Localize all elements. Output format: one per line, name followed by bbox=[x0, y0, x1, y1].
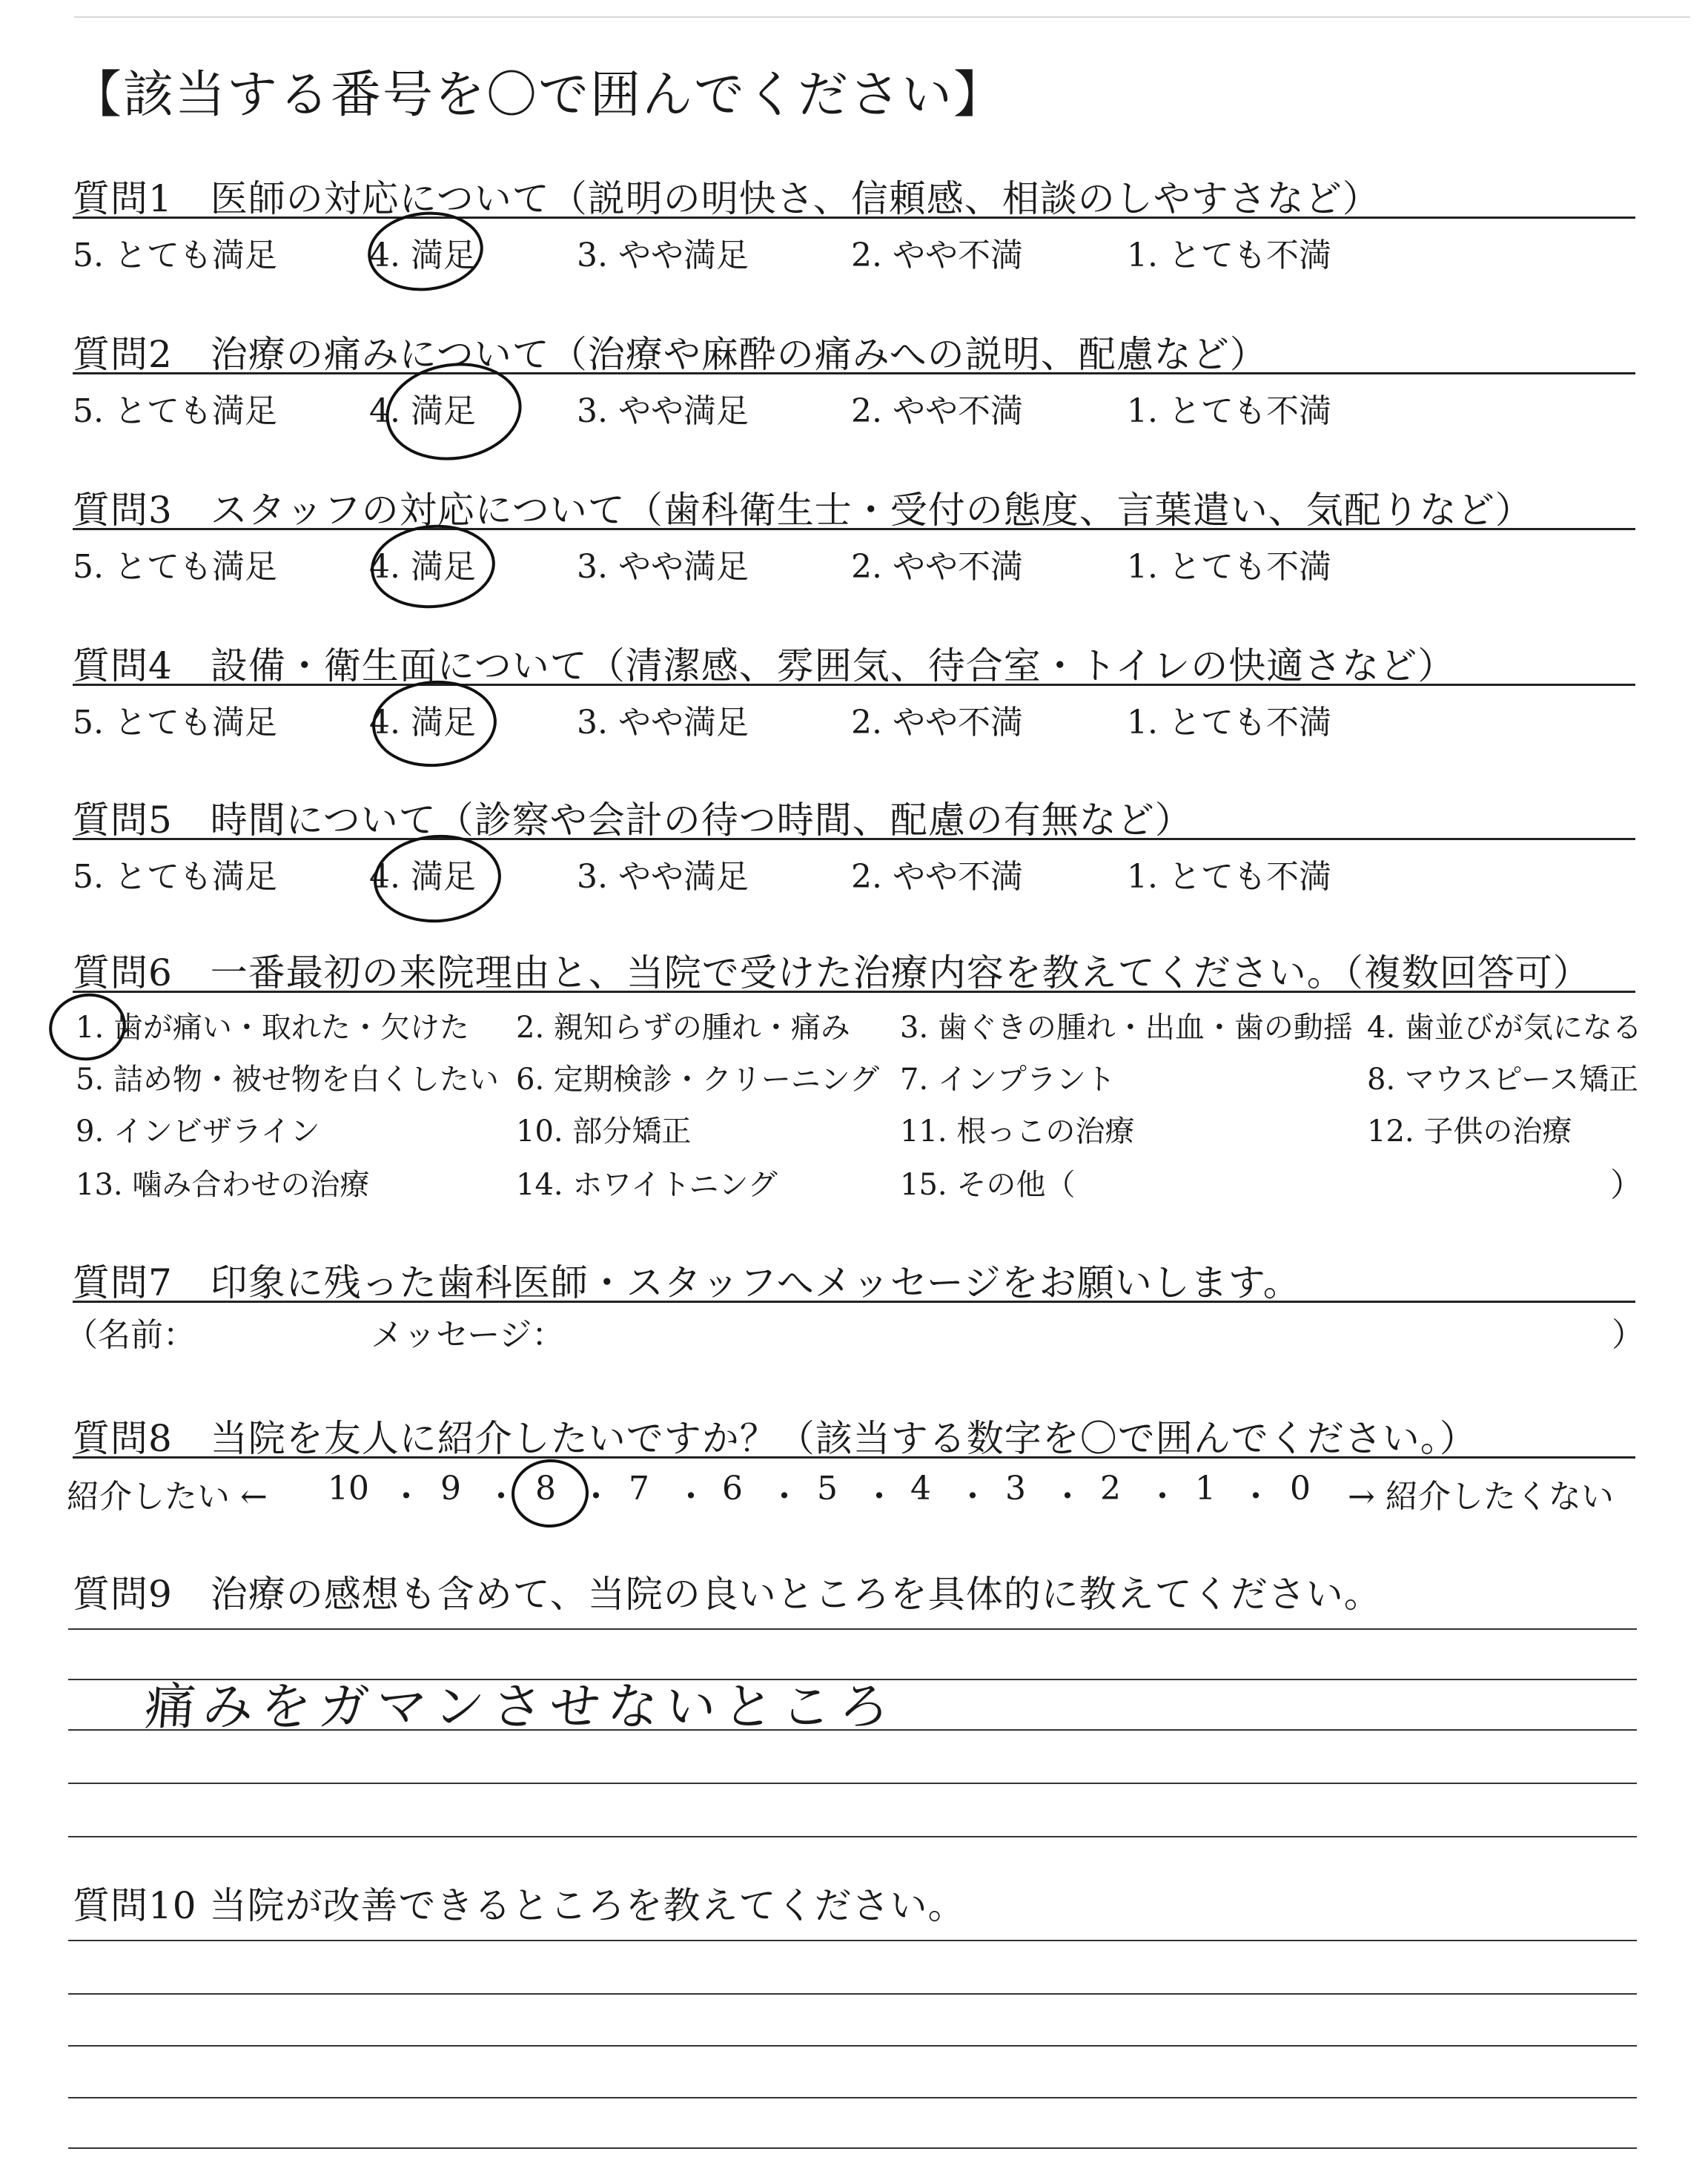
rating-option-4[interactable]: 4. 満足 bbox=[369, 548, 476, 586]
rating-option-3[interactable]: 3. やや満足 bbox=[577, 704, 749, 742]
rating-option-2[interactable]: 2. やや不満 bbox=[851, 704, 1023, 742]
rating-option-5[interactable]: 5. とても満足 bbox=[73, 392, 277, 430]
question-3-title: 質問3 スタッフの対応について（歯科衛生士・受付の態度、言葉遣い、気配りなど） bbox=[73, 489, 1533, 532]
scale-5[interactable]: 5 bbox=[817, 1470, 838, 1507]
scale-6[interactable]: 6 bbox=[722, 1470, 743, 1507]
rating-option-4[interactable]: 4. 満足 bbox=[369, 392, 476, 430]
message-close-paren: ） bbox=[1612, 1316, 1644, 1354]
q10-writing-line-1 bbox=[68, 1940, 1637, 1941]
question-4-rule bbox=[73, 684, 1635, 686]
rating-option-1[interactable]: 1. とても不満 bbox=[1127, 237, 1331, 274]
q10-writing-line-5 bbox=[68, 2147, 1637, 2149]
reason-option-12[interactable]: 12. 子供の治療 bbox=[1367, 1114, 1572, 1149]
scale-9[interactable]: 9 bbox=[440, 1470, 461, 1507]
rating-option-3[interactable]: 3. やや満足 bbox=[577, 237, 749, 274]
question-7 bbox=[73, 1253, 1637, 1335]
recommend-left-label: 紹介したい ← bbox=[67, 1478, 268, 1516]
reason-option-9[interactable]: 9. インビザライン bbox=[76, 1114, 320, 1149]
scale-separator: ・ bbox=[485, 1478, 517, 1516]
scale-separator: ・ bbox=[863, 1478, 896, 1516]
scale-0[interactable]: 0 bbox=[1290, 1470, 1311, 1507]
rating-option-2[interactable]: 2. やや不満 bbox=[851, 858, 1023, 896]
question-5-title: 質問5 時間について（診察や会計の待つ時間、配慮の有無など） bbox=[73, 799, 1193, 842]
question-7-rule bbox=[73, 1301, 1635, 1303]
question-2-title: 質問2 治療の痛みについて（治療や麻酔の痛みへの説明、配慮など） bbox=[73, 333, 1268, 376]
question-3 bbox=[73, 480, 1637, 586]
question-6-title: 質問6 一番最初の来院理由と、当院で受けた治療内容を教えてください。（複数回答可） bbox=[73, 951, 1591, 994]
reason-option-10[interactable]: 10. 部分矯正 bbox=[516, 1114, 692, 1149]
name-label: （名前： bbox=[65, 1316, 196, 1354]
scale-3[interactable]: 3 bbox=[1005, 1470, 1026, 1507]
reason-option-4[interactable]: 4. 歯並びが気になる bbox=[1367, 1011, 1642, 1045]
rating-option-2[interactable]: 2. やや不満 bbox=[851, 237, 1023, 274]
rating-option-3[interactable]: 3. やや満足 bbox=[577, 858, 749, 896]
rating-option-5[interactable]: 5. とても満足 bbox=[73, 548, 277, 586]
question-5-options bbox=[73, 850, 1637, 896]
question-1-rule bbox=[73, 217, 1635, 219]
question-9 bbox=[73, 1565, 1637, 1646]
rating-option-2[interactable]: 2. やや不満 bbox=[851, 392, 1023, 430]
scale-separator: ・ bbox=[956, 1478, 989, 1516]
page-heading: 【該当する番号を〇で囲んでください】 bbox=[71, 66, 1006, 125]
question-8-title: 質問8 当院を友人に紹介したいですか？（該当する数字を〇で囲んでください。） bbox=[73, 1417, 1477, 1460]
scale-separator: ・ bbox=[390, 1478, 423, 1516]
question-1 bbox=[73, 169, 1637, 274]
q9-writing-line-5 bbox=[68, 1836, 1637, 1837]
reason-option-11[interactable]: 11. 根っこの治療 bbox=[900, 1114, 1135, 1149]
top-edge-line bbox=[74, 16, 1690, 18]
reason-option-5[interactable]: 5. 詰め物・被せ物を白くしたい bbox=[76, 1063, 499, 1097]
scale-separator: ・ bbox=[1239, 1478, 1272, 1516]
reason-option-15[interactable]: 15. その他（ bbox=[900, 1168, 1076, 1202]
question-2 bbox=[73, 325, 1637, 430]
scale-separator: ・ bbox=[1051, 1478, 1084, 1516]
q9-writing-line-4 bbox=[68, 1783, 1637, 1784]
scale-8[interactable]: 8 bbox=[535, 1470, 556, 1507]
reason-option-13[interactable]: 13. 噛み合わせの治療 bbox=[76, 1168, 370, 1202]
reason-option-1[interactable]: 1. 歯が痛い・取れた・欠けた bbox=[76, 1011, 469, 1045]
scale-4[interactable]: 4 bbox=[910, 1470, 931, 1507]
question-1-options bbox=[73, 228, 1637, 274]
question-3-options bbox=[73, 540, 1637, 586]
rating-option-5[interactable]: 5. とても満足 bbox=[73, 858, 277, 896]
question-8-rule bbox=[73, 1456, 1635, 1459]
question-4 bbox=[73, 636, 1637, 742]
rating-option-5[interactable]: 5. とても満足 bbox=[73, 704, 277, 742]
rating-option-1[interactable]: 1. とても不満 bbox=[1127, 548, 1331, 586]
question-1-title: 質問1 医師の対応について（説明の明快さ、信頼感、相談のしやすさなど） bbox=[73, 177, 1380, 220]
reason-option-7[interactable]: 7. インプラント bbox=[900, 1063, 1116, 1097]
rating-option-2[interactable]: 2. やや不満 bbox=[851, 548, 1023, 586]
reason-option-2[interactable]: 2. 親知らずの腫れ・痛み bbox=[516, 1011, 850, 1045]
rating-option-3[interactable]: 3. やや満足 bbox=[577, 548, 749, 586]
rating-option-1[interactable]: 1. とても不満 bbox=[1127, 858, 1331, 896]
q9-writing-line-1 bbox=[68, 1628, 1637, 1630]
question-2-rule bbox=[73, 372, 1635, 374]
question-6-rule bbox=[73, 991, 1635, 993]
other-close-paren: ） bbox=[1610, 1166, 1643, 1204]
rating-option-4[interactable]: 4. 満足 bbox=[369, 858, 476, 896]
question-5-rule bbox=[73, 838, 1635, 840]
scale-1[interactable]: 1 bbox=[1195, 1470, 1216, 1507]
rating-option-5[interactable]: 5. とても満足 bbox=[73, 237, 277, 274]
rating-option-1[interactable]: 1. とても不満 bbox=[1127, 704, 1331, 742]
question-2-options bbox=[73, 384, 1637, 430]
question-10 bbox=[73, 1876, 1637, 1958]
question-3-rule bbox=[73, 528, 1635, 530]
q9-handwritten-answer[interactable]: 痛みをガマンさせないところ bbox=[142, 1678, 899, 1737]
scale-2[interactable]: 2 bbox=[1100, 1470, 1121, 1507]
scale-7[interactable]: 7 bbox=[629, 1470, 649, 1507]
scale-separator: ・ bbox=[1146, 1478, 1179, 1516]
reason-option-3[interactable]: 3. 歯ぐきの腫れ・出血・歯の動揺 bbox=[900, 1011, 1353, 1045]
question-10-title: 質問10 当院が改善できるところを教えてください。 bbox=[73, 1884, 966, 1927]
rating-option-1[interactable]: 1. とても不満 bbox=[1127, 392, 1331, 430]
reason-option-14[interactable]: 14. ホワイトニング bbox=[516, 1168, 778, 1202]
q10-writing-line-3 bbox=[68, 2045, 1637, 2047]
q10-writing-line-4 bbox=[68, 2097, 1637, 2098]
question-5 bbox=[73, 790, 1637, 896]
scale-separator: ・ bbox=[580, 1478, 612, 1516]
q10-writing-line-2 bbox=[68, 1993, 1637, 1995]
scale-separator: ・ bbox=[675, 1478, 707, 1516]
question-7-title: 質問7 印象に残った歯科医師・スタッフへメッセージをお願いします。 bbox=[73, 1261, 1301, 1304]
message-label: メッセージ： bbox=[371, 1316, 565, 1354]
reason-option-6[interactable]: 6. 定期検診・クリーニング bbox=[516, 1063, 880, 1097]
rating-option-3[interactable]: 3. やや満足 bbox=[577, 392, 749, 430]
rating-option-4[interactable]: 4. 満足 bbox=[369, 704, 476, 742]
recommend-right-label: → 紹介したくない bbox=[1348, 1478, 1614, 1516]
rating-option-4[interactable]: 4. 満足 bbox=[369, 237, 476, 274]
question-4-title: 質問4 設備・衛生面について（清潔感、雰囲気、待合室・トイレの快適さなど） bbox=[73, 644, 1456, 687]
scale-separator: ・ bbox=[768, 1478, 801, 1516]
question-9-title: 質問9 治療の感想も含めて、当院の良いところを具体的に教えてください。 bbox=[73, 1573, 1382, 1616]
question-4-options bbox=[73, 696, 1637, 742]
scale-10[interactable]: 10 bbox=[328, 1470, 369, 1507]
reason-option-8[interactable]: 8. マウスピース矯正 bbox=[1367, 1063, 1639, 1097]
